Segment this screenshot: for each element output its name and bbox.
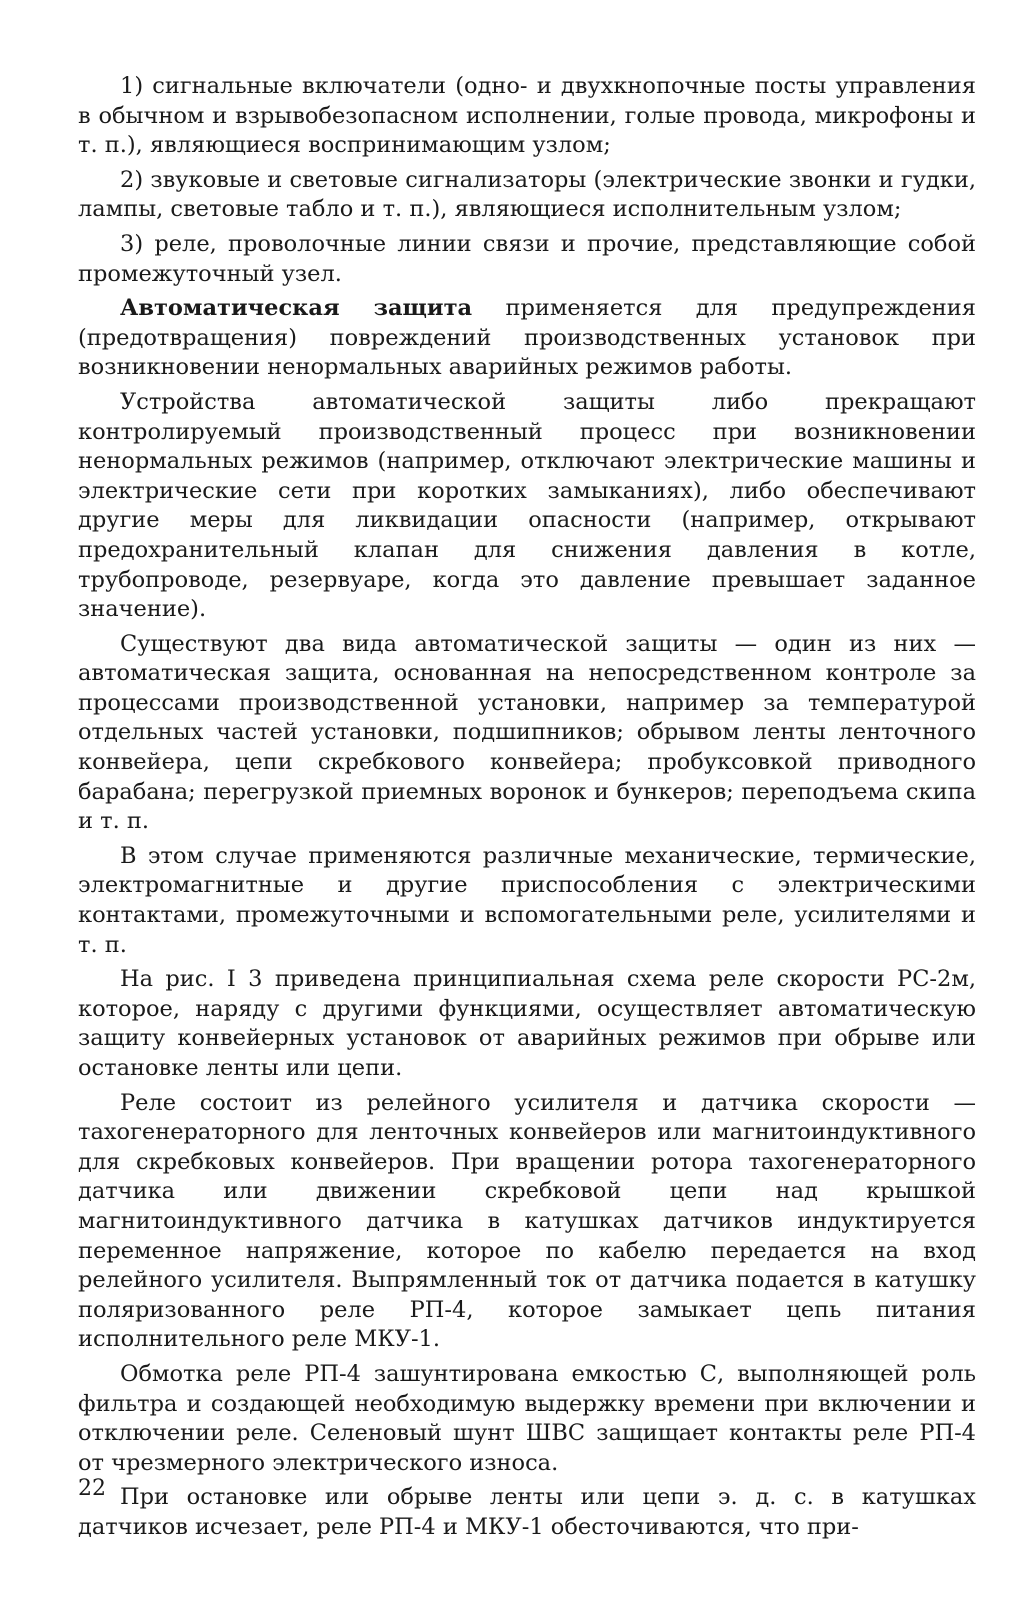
paragraph-1: 1) сигнальные включатели (одно- и двухкнопочные посты управления в обычном и взрывобезопасном исполнении, голые провода, микрофоны и т. п.), являющиеся воспринимающим узлом; — [78, 73, 976, 159]
paragraph-8: На рис. I 3 приведена принципиальная схема реле скорости РС-2м, которое, наряду с другими функциями, осуществляет автоматическую защиту конвейерных установок от аварийных режимов при обрыве или остановке ленты или цепи. — [78, 966, 976, 1081]
paragraph-7: В этом случае применяются различные механические, термические, электромагнитные и другие приспособления с электрическими контактами, промежуточными и вспомогательными реле, усилителями и т. п. — [78, 842, 976, 958]
paragraph-10: Обмотка реле РП-4 зашунтирована емкостью С, выполняющей роль фильтра и создающей необходимую выдержку времени при включении и отключении реле. Селеновый шунт ШВС защищает контакты реле РП-4 от чрезмерного электрического износа. — [78, 1360, 976, 1476]
paragraph-5: Устройства автоматической защиты либо прекращают контролируемый производственный процесс при возникновении ненормальных режимов (например, отключают электрические машины и электрические сети при коротких замыканиях), либо обеспечивают другие меры для ликвидации опасности (например, открывают предохранительный клапан для снижения давления в котле, трубопроводе, резервуаре, когда это давление превышает заданное значение). — [78, 388, 976, 623]
paragraph-3: 3) реле, проволочные линии связи и прочие, представляющие собой промежуточный узел. — [78, 230, 976, 287]
page-number: 22 — [78, 1476, 106, 1501]
paragraph-4 — [78, 294, 976, 383]
body-text — [78, 72, 976, 1548]
paragraph-9: Реле состоит из релейного усилителя и датчика скорости — тахогенераторного для ленточных конвейеров или магнитоиндуктивного для скребковых конвейеров. При вращении ротора тахогенераторного датчика или движении скребковой цепи над крышкой магнитоиндуктивного датчика в катушках датчиков индуктируется переменное напряжение, которое по кабелю передается на вход релейного усилителя. Выпрямленный ток от датчика подается в катушку поляризованного реле РП-4, которое замыкает цепь питания исполнительного реле МКУ-1. — [78, 1089, 976, 1353]
paragraph-6: Существуют два вида автоматической защиты — один из них — автоматическая защита, основанная на непосредственном контроле за процессами производственной установки, например за температурой отдельных частей установки, подшипников; обрывом ленты ленточного конвейера, цепи скребкового конвейера; пробуксовкой приводного барабана; перегрузкой приемных воронок и бункеров; переподъема скипа и т. п. — [78, 630, 976, 835]
paragraph-4-body: применяется для предупреждения (предотвращения) повреждений производственных установок при возникновении ненормальных аварийных режимов работы. — [78, 295, 976, 381]
paragraph-11: При остановке или обрыве ленты или цепи э. д. с. в катушках датчиков исчезает, реле РП-4 и МКУ-1 обесточиваются, что при- — [78, 1484, 976, 1540]
paragraph-2: 2) звуковые и световые сигнализаторы (электрические звонки и гудки, лампы, световые табло и т. п.), являющиеся исполнительным узлом; — [78, 166, 976, 223]
term-automatic-protection: Автоматическая защита — [120, 295, 473, 322]
